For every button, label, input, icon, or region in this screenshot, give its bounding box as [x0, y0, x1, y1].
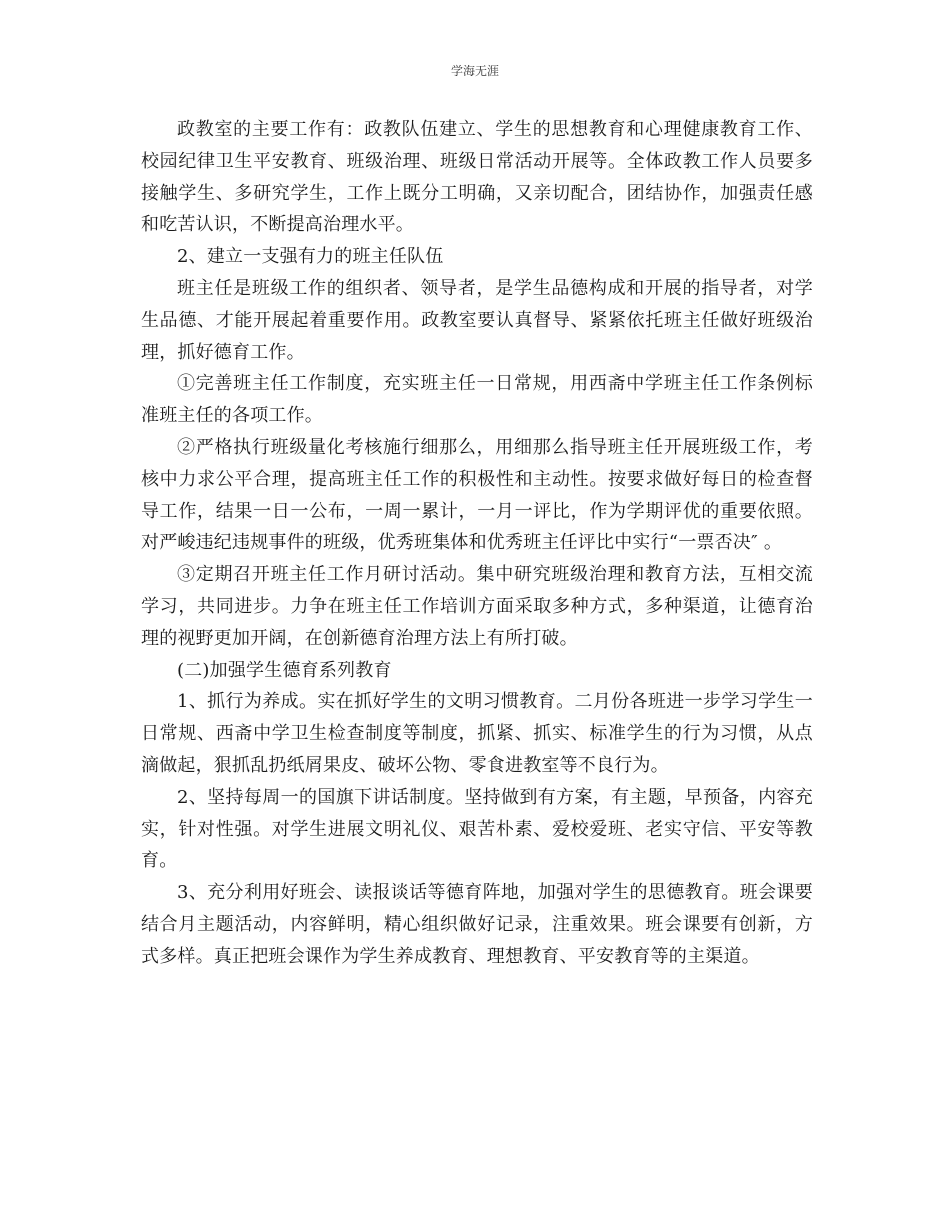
paragraph-class-meeting: 3、充分利用好班会、读报谈话等德育阵地，加强对学生的思德教育。班会课要结合月主题活动，内容鲜明，精心组织做好记录，注重效果。班会课要有创新，方式多样。真正把班会课作为学生养成教育、理想教育、平安教育等的主渠道。: [141, 882, 813, 967]
paragraph-intro: 政教室的主要工作有：政教队伍建立、学生的思想教育和心理健康教育工作、校园纪律卫生平安教育、班级治理、班级日常活动开展等。全体政教工作人员要多接触学生、多研究学生，工作上既分工明确，又亲切配合，团结协作，加强责任感和吃苦认识，不断提高治理水平。: [141, 119, 813, 236]
paragraph-flag-speech: 2、坚持每周一的国旗下讲话制度。坚持做到有方案，有主题，早预备，内容充实，针对性强。对学生进展文明礼仪、艰苦朴素、爱校爱班、老实守信、平安等教育。: [141, 786, 813, 872]
section-heading-class-teacher-team: 2、建立一支强有力的班主任队伍: [177, 246, 444, 268]
list-item-1: ①完善班主任工作制度，充实班主任一日常规，用西斋中学班主任工作条例标准班主任的各项工作。: [141, 373, 813, 427]
document-body: [141, 114, 813, 973]
section-heading-moral-education: (二)加强学生德育系列教育: [177, 659, 392, 681]
paragraph-behavior-habits: 1、抓行为养成。实在抓好学生的文明习惯教育。二月份各班进一步学习学生一日常规、西斋中学卫生检查制度等制度，抓紧、抓实、标准学生的行为习惯，从点滴做起，狠抓乱扔纸屑果皮、破坏公物、零食进教室等不良行为。: [141, 691, 813, 776]
paragraph-class-teacher-role: 班主任是班级工作的组织者、领导者，是学生品德构成和开展的指导者，对学生品德、才能开展起着重要作用。政教室要认真督导、紧紧依托班主任做好班级治理，抓好德育工作。: [141, 277, 813, 363]
list-item-2: ②严格执行班级量化考核施行细那么，用细那么指导班主任开展班级工作，考核中力求公平合理，提高班主任工作的积极性和主动性。按要求做好每日的检查督导工作，结果一日一公布，一周一累计，一月一评比，作为学期评优的重要依照。对严峻违纪违规事件的班级，优秀班集体和优秀班主任评比中实行“一票否决″ 。: [141, 436, 813, 554]
list-item-3: ③定期召开班主任工作月研讨活动。集中研究班级治理和教育方法，互相交流学习，共同进步。力争在班主任工作培训方面采取多种方式，多种渠道，让德育治理的视野更加开阔，在创新德育治理方法上有所打破。: [141, 564, 813, 649]
page-header: 学海无涯: [450, 64, 499, 78]
